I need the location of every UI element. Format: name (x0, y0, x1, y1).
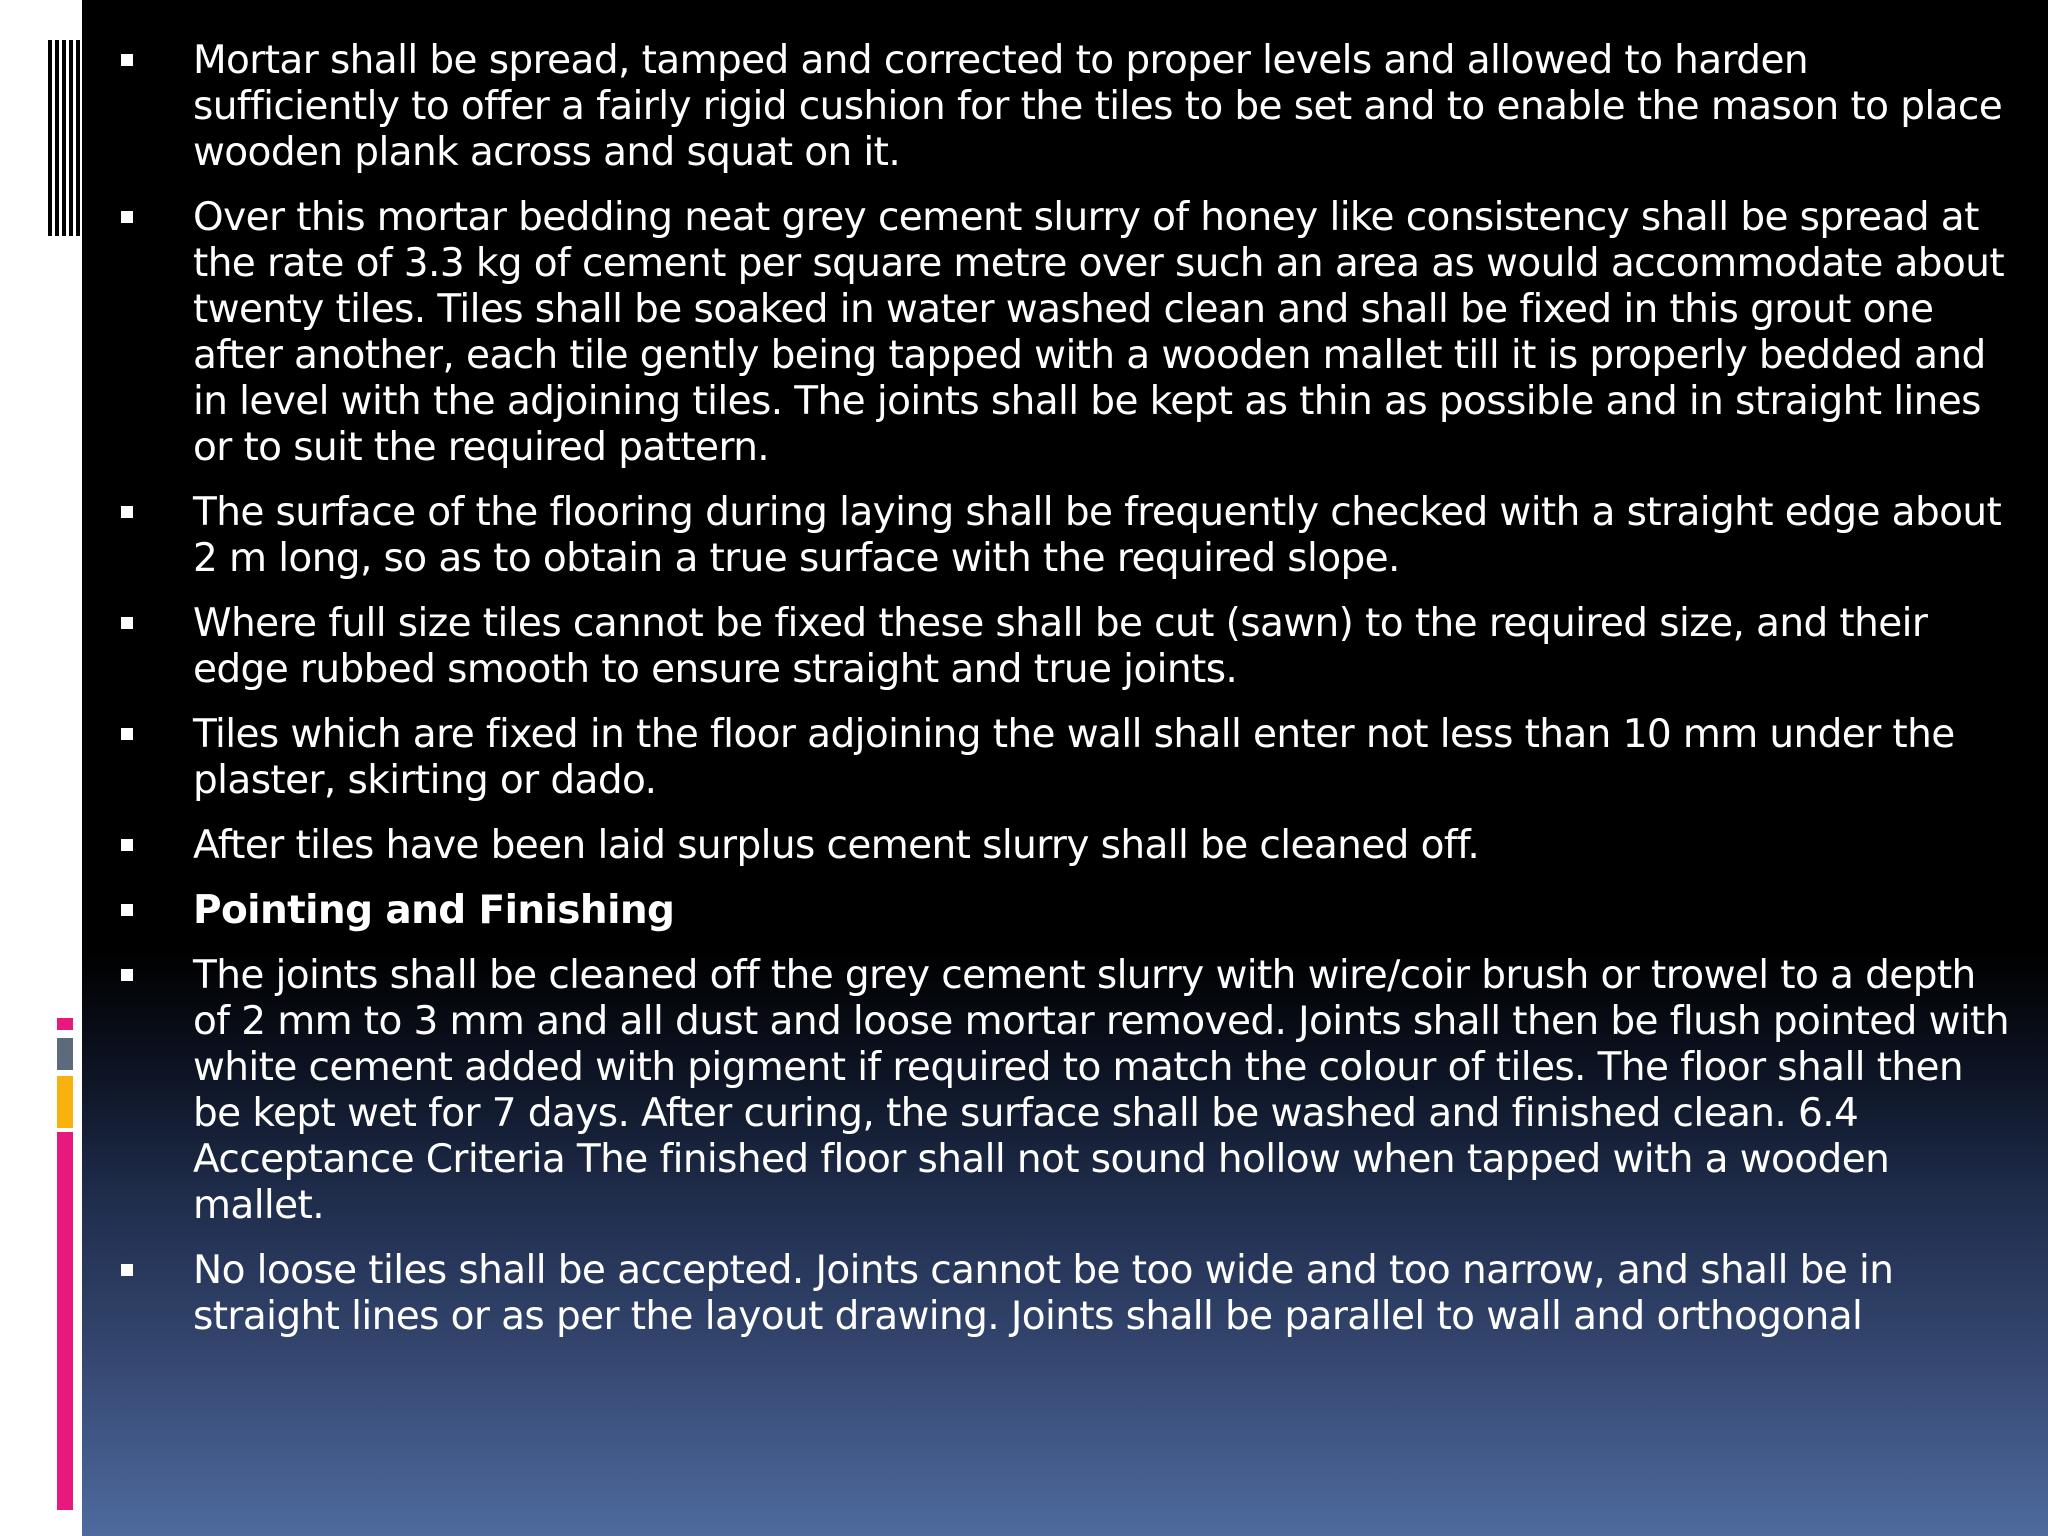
bullet-text: Over this mortar bedding neat grey cement slurry of honey like consistency shall be spread at the rate of 3.3 kg of cement per square metre over such an area as would accommodate about twenty tiles. Tiles shall be soaked in water washed clean and shall be fixed in this grout one after another, each tile gently being tapped with a wooden mallet till it is properly bedded and in level with the adjoining tiles. The joints shall be kept as thin as possible and in straight lines or to suit the required pattern. (193, 195, 2005, 470)
square-bullet-icon (121, 211, 133, 223)
bullet-item (110, 953, 2020, 1229)
square-bullet-icon (121, 728, 133, 740)
decorative-line (62, 40, 66, 236)
bullet-item (110, 601, 2020, 693)
square-bullet-icon (121, 54, 133, 66)
decorative-line (55, 40, 59, 236)
square-bullet-icon (121, 969, 133, 981)
bullet-item (110, 1248, 2020, 1340)
decorative-vertical-lines (48, 40, 82, 236)
left-decoration-strip (0, 0, 82, 1536)
bullet-text: Where full size tiles cannot be fixed these shall be cut (sawn) to the required size, and their edge rubbed smooth to ensure straight and true joints. (193, 601, 1928, 692)
bullet-item (110, 38, 2020, 176)
accent-bar-gold (57, 1076, 73, 1128)
bullet-text: Mortar shall be spread, tamped and corrected to proper levels and allowed to harden sufficiently to offer a fairly rigid cushion for the tiles to be set and to enable the mason to place wooden plank across and squat on it. (193, 38, 2003, 175)
bullet-text: After tiles have been laid surplus cement slurry shall be cleaned off. (193, 823, 1480, 868)
square-bullet-icon (121, 839, 133, 851)
decorative-line (76, 40, 80, 236)
bullet-list (110, 38, 2020, 1359)
square-bullet-icon (121, 904, 133, 916)
square-bullet-icon (121, 1264, 133, 1276)
bullet-text: Tiles which are fixed in the floor adjoining the wall shall enter not less than 10 mm under the plaster, skirting or dado. (193, 712, 1955, 803)
decorative-line (48, 40, 52, 236)
section-heading-item (110, 888, 2020, 934)
bullet-item (110, 195, 2020, 471)
bullet-text: The joints shall be cleaned off the grey cement slurry with wire/coir brush or trowel to a depth of 2 mm to 3 mm and all dust and loose mortar removed. Joints shall then be flush pointed with white cement added with pigment if required to match the colour of tiles. The floor shall then be kept wet for 7 days. After curing, the surface shall be washed and finished clean. 6.4 Acceptance Criteria The finished floor shall not sound hollow when tapped with a wooden mallet. (193, 953, 2009, 1228)
bullet-text: No loose tiles shall be accepted. Joints cannot be too wide and too narrow, and shall be in straight lines or as per the layout drawing. Joints shall be parallel to wall and orthogonal (193, 1248, 1894, 1339)
bullet-item (110, 823, 2020, 869)
accent-bar-slate (57, 1038, 73, 1070)
section-heading: Pointing and Finishing (193, 888, 675, 933)
decorative-line (69, 40, 73, 236)
bullet-item (110, 712, 2020, 804)
square-bullet-icon (121, 617, 133, 629)
bullet-text: The surface of the flooring during laying shall be frequently checked with a straight edge about 2 m long, so as to obtain a true surface with the required slope. (193, 490, 2002, 581)
accent-bar-pink-large (57, 1132, 73, 1510)
bullet-item (110, 490, 2020, 582)
accent-bar-pink-small (57, 1018, 73, 1030)
square-bullet-icon (121, 506, 133, 518)
